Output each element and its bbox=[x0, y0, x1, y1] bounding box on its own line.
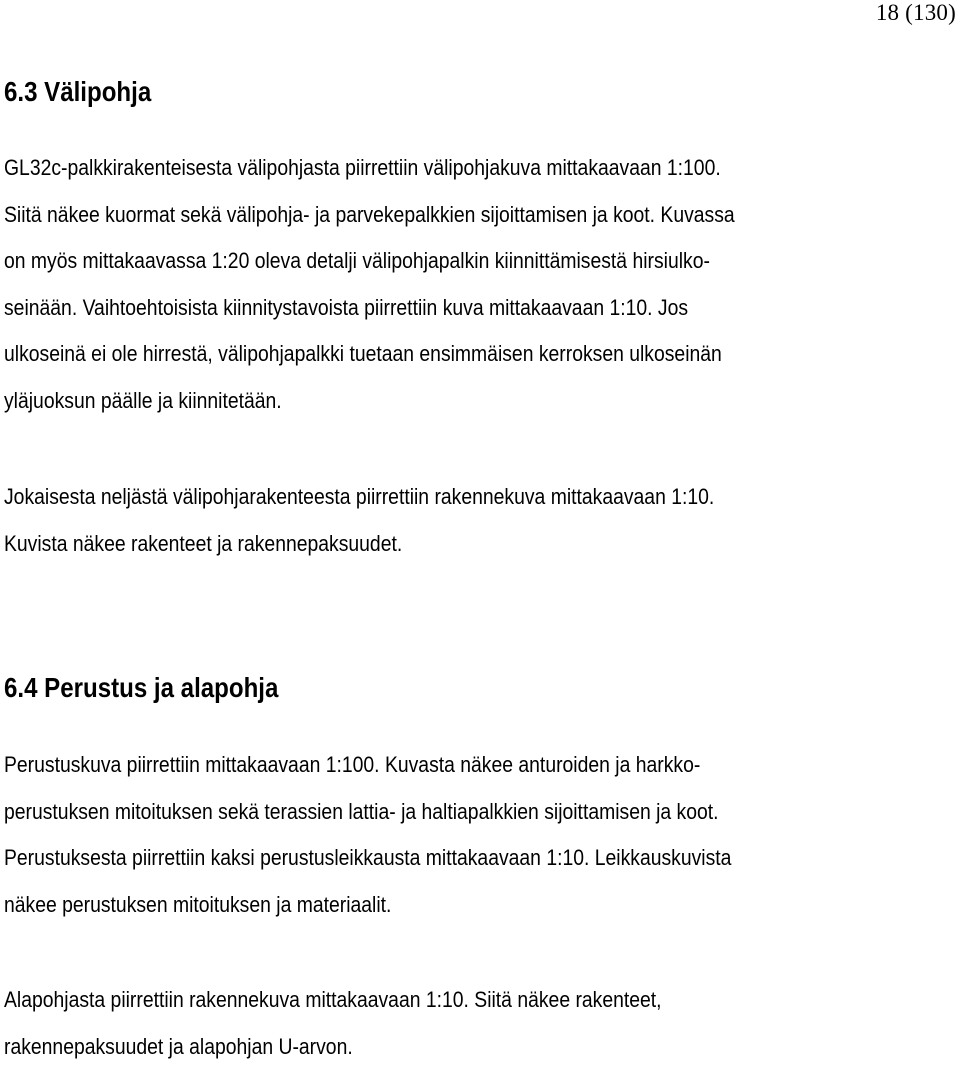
text-line: Siitä näkee kuormat sekä välipohja- ja parvekepalkkien sijoittamisen ja koot. Kuvassa bbox=[4, 192, 840, 239]
text-line: Perustuksesta piirrettiin kaksi perustusleikkausta mittakaavaan 1:10. Leikkauskuvista bbox=[4, 835, 840, 882]
section-6-3-paragraph-1 bbox=[4, 145, 954, 424]
text-line: on myös mittakaavassa 1:20 oleva detalji välipohjapalkin kiinnittämisestä hirsiulko- bbox=[4, 238, 840, 285]
section-heading-6-4: 6.4 Perustus ja alapohja bbox=[4, 672, 278, 704]
text-line: Kuvista näkee rakenteet ja rakennepaksuudet. bbox=[4, 521, 840, 568]
section-6-4-paragraph-1 bbox=[4, 742, 954, 928]
page-number: 18 (130) bbox=[876, 0, 956, 26]
text-line: ulkoseinä ei ole hirrestä, välipohjapalkki tuetaan ensimmäisen kerroksen ulkoseinän bbox=[4, 331, 840, 378]
text-line: Perustuskuva piirrettiin mittakaavaan 1:100. Kuvasta näkee anturoiden ja harkko- bbox=[4, 742, 840, 789]
text-line: näkee perustuksen mitoituksen ja materiaalit. bbox=[4, 882, 840, 929]
text-line: Alapohjasta piirrettiin rakennekuva mittakaavaan 1:10. Siitä näkee rakenteet, bbox=[4, 977, 840, 1024]
text-line: GL32c-palkkirakenteisesta välipohjasta piirrettiin välipohjakuva mittakaavaan 1:100. bbox=[4, 145, 840, 192]
text-line: yläjuoksun päälle ja kiinnitetään. bbox=[4, 378, 840, 425]
text-line: rakennepaksuudet ja alapohjan U-arvon. bbox=[4, 1024, 840, 1070]
section-6-4-paragraph-2 bbox=[4, 977, 954, 1070]
text-line: Jokaisesta neljästä välipohjarakenteesta piirrettiin rakennekuva mittakaavaan 1:10. bbox=[4, 474, 840, 521]
section-heading-6-3: 6.3 Välipohja bbox=[4, 76, 151, 108]
section-6-3-paragraph-2 bbox=[4, 474, 954, 567]
text-line: perustuksen mitoituksen sekä terassien lattia- ja haltiapalkkien sijoittamisen ja koot. bbox=[4, 789, 840, 836]
text-line: seinään. Vaihtoehtoisista kiinnitystavoista piirrettiin kuva mittakaavaan 1:10. Jos bbox=[4, 285, 840, 332]
